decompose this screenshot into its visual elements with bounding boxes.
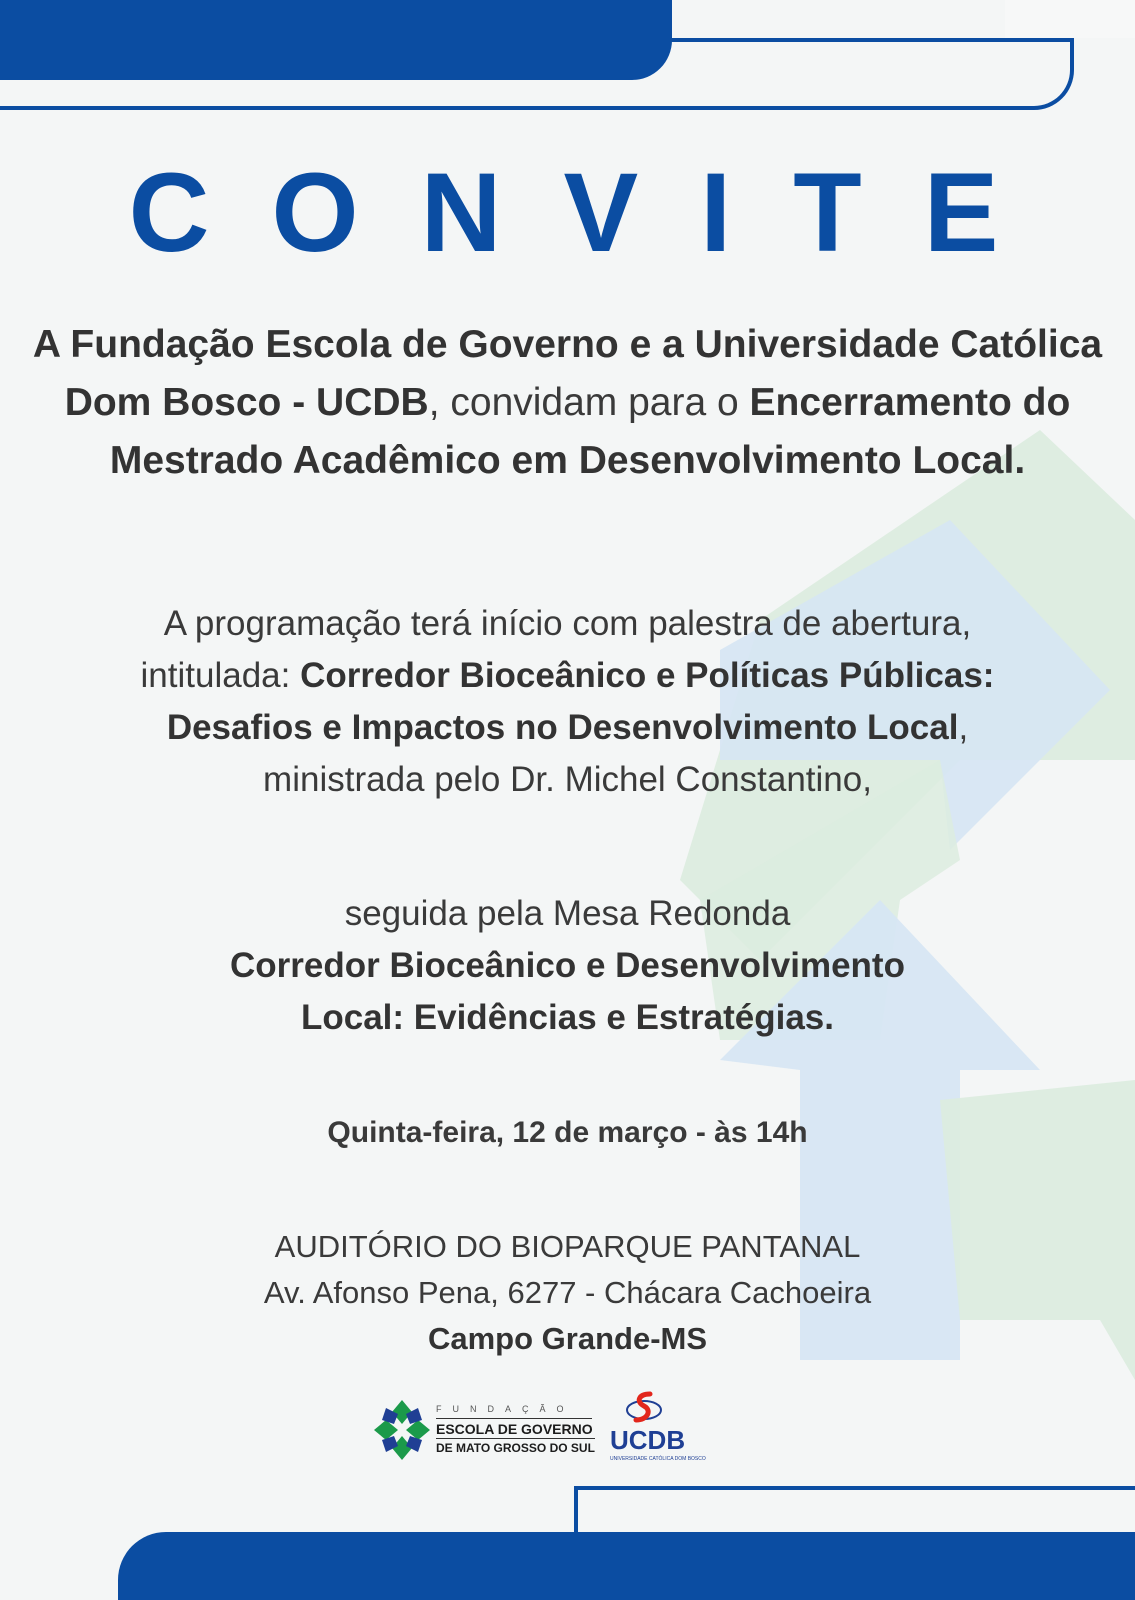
venue-name: AUDITÓRIO DO BIOPARQUE PANTANAL xyxy=(274,1229,861,1264)
intro-event-name: Encerramento do Mestrado Acadêmico em Desenvolvimento Local. xyxy=(109,381,1071,482)
ucdb-sublabel: UNIVERSIDADE CATÓLICA DOM BOSCO xyxy=(610,1456,706,1462)
intro-paragraph xyxy=(0,316,1135,490)
top-corner-patch xyxy=(1005,0,1135,38)
roundtable-lead-text: seguida pela Mesa Redonda xyxy=(344,894,791,933)
event-date: Quinta-feira, 12 de março - às 14h xyxy=(327,1116,808,1149)
ucdb-label: UCDB xyxy=(610,1425,686,1455)
escola-governo-line1: ESCOLA DE GOVERNO xyxy=(436,1418,592,1437)
program-lecture-title: Corredor Bioceânico e Políticas Públicas: Desafios e Impactos no Desenvolvimento Local xyxy=(166,656,995,747)
escola-governo-line2: DE MATO GROSSO DO SUL xyxy=(436,1438,595,1455)
bottom-blue-bar xyxy=(118,1532,1135,1600)
fundacao-label: FUNDAÇÃO xyxy=(436,1404,575,1414)
program-speaker-text: , ministrada pelo Dr. Michel Constantino, xyxy=(263,708,969,799)
escola-governo-logo-icon xyxy=(372,1398,432,1462)
top-blue-bar xyxy=(0,0,672,80)
venue-city: Campo Grande-MS xyxy=(427,1321,708,1356)
roundtable-paragraph xyxy=(0,888,1135,1044)
intro-invite-text: , convidam para o xyxy=(428,381,750,424)
venue-address: Av. Afonso Pena, 6277 - Chácara Cachoeira xyxy=(263,1275,872,1310)
page-title: CONVITE xyxy=(128,150,1061,275)
program-lead-text: A programação terá início com palestra de abertura, intitulada: xyxy=(140,604,972,695)
program-paragraph xyxy=(0,598,1135,806)
roundtable-title: Corredor Bioceânico e Desenvolvimento Local: Evidências e Estratégias. xyxy=(230,946,905,1037)
logos-row xyxy=(372,1390,712,1470)
intro-institutions: A Fundação Escola de Governo e a Universidade Católica Dom Bosco - UCDB xyxy=(32,323,1103,424)
ucdb-logo-icon xyxy=(624,1390,664,1426)
venue-block xyxy=(0,1224,1135,1362)
